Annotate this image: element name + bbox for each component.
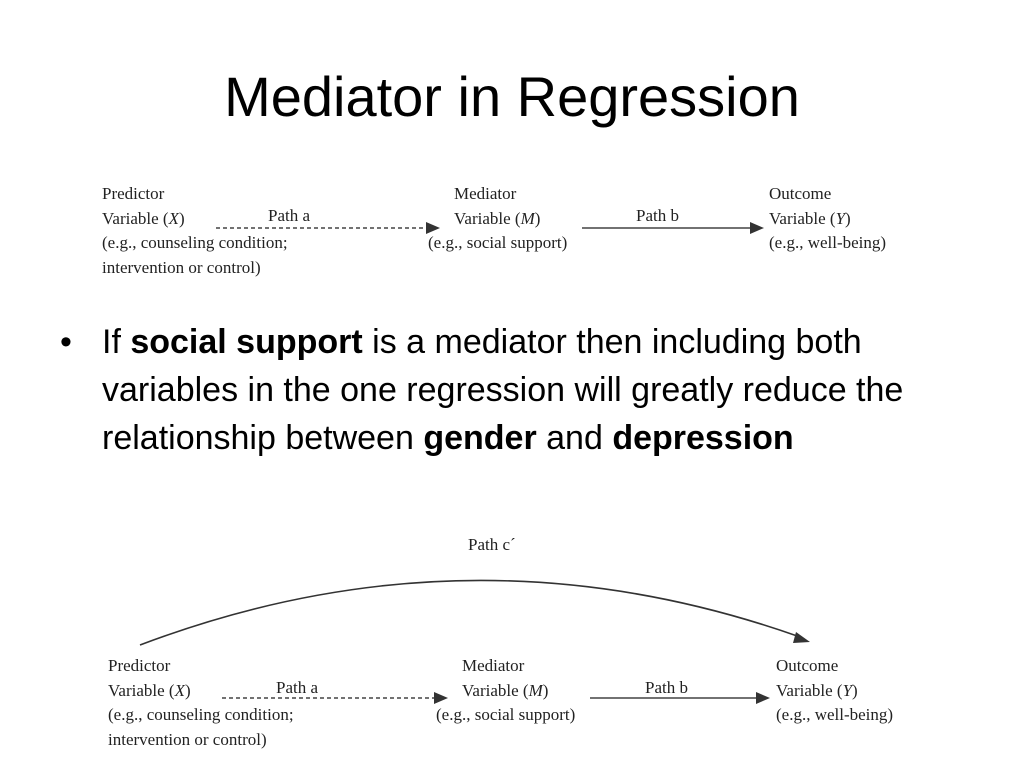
bullet-text-3: and bbox=[536, 419, 613, 457]
predictor-example-2a: (e.g., counseling condition; bbox=[108, 705, 294, 724]
mediation-diagram-top bbox=[0, 180, 1024, 290]
path-c-prime-label: Path c´ bbox=[468, 535, 516, 554]
outcome-variable: Variable (Y) bbox=[769, 208, 851, 228]
predictor-title-2: Predictor bbox=[108, 656, 171, 675]
path-b-label: Path b bbox=[636, 206, 679, 225]
bullet-marker: • bbox=[60, 323, 72, 361]
mediator-node-2 bbox=[436, 654, 576, 728]
mediator-example-2: (e.g., social support) bbox=[436, 705, 576, 724]
predictor-example-2: intervention or control) bbox=[102, 257, 261, 277]
outcome-title: Outcome bbox=[769, 184, 832, 203]
mediator-title: Mediator bbox=[454, 184, 517, 203]
slide-title: Mediator in Regression bbox=[224, 65, 800, 128]
bullet-bold-gender: gender bbox=[423, 419, 537, 457]
bullet-bold-social-support: social support bbox=[130, 323, 363, 361]
bullet-bold-depression: depression bbox=[612, 419, 794, 457]
outcome-variable-2: Variable (Y) bbox=[776, 680, 858, 700]
outcome-node-2 bbox=[776, 654, 893, 728]
bullet-text-2: is a mediator then including both variables in the one regression will greatly reduce the relationship between bbox=[102, 323, 904, 457]
mediator-title-2: Mediator bbox=[462, 656, 525, 675]
path-a-label-2: Path a bbox=[276, 678, 319, 697]
bullet-text-1: If bbox=[102, 323, 131, 361]
predictor-node bbox=[102, 182, 288, 280]
outcome-node bbox=[769, 182, 886, 256]
predictor-example-2b: intervention or control) bbox=[108, 729, 267, 749]
bullet-list bbox=[60, 318, 960, 462]
outcome-example-2: (e.g., well-being) bbox=[776, 705, 894, 724]
path-a-label: Path a bbox=[268, 206, 311, 225]
bullet-item bbox=[60, 318, 960, 462]
outcome-example: (e.g., well-being) bbox=[769, 233, 887, 252]
path-c-prime-curve bbox=[140, 580, 800, 645]
predictor-variable: Variable (X) bbox=[102, 208, 185, 228]
predictor-node-2 bbox=[108, 654, 294, 752]
mediator-variable-2: Variable (M) bbox=[462, 680, 549, 700]
outcome-title-2: Outcome bbox=[776, 656, 839, 675]
mediator-variable: Variable (M) bbox=[454, 208, 541, 228]
path-b-arrowhead bbox=[750, 222, 764, 234]
mediator-example: (e.g., social support) bbox=[428, 233, 568, 252]
predictor-example: (e.g., counseling condition; bbox=[102, 233, 288, 252]
mediation-diagram-bottom bbox=[0, 530, 1024, 760]
predictor-title: Predictor bbox=[102, 184, 165, 203]
path-b-label-2: Path b bbox=[645, 678, 688, 697]
path-b-arrowhead-2 bbox=[756, 692, 770, 704]
predictor-variable-2: Variable (X) bbox=[108, 680, 191, 700]
path-c-prime-arrowhead bbox=[793, 632, 810, 643]
mediator-node bbox=[428, 182, 568, 256]
